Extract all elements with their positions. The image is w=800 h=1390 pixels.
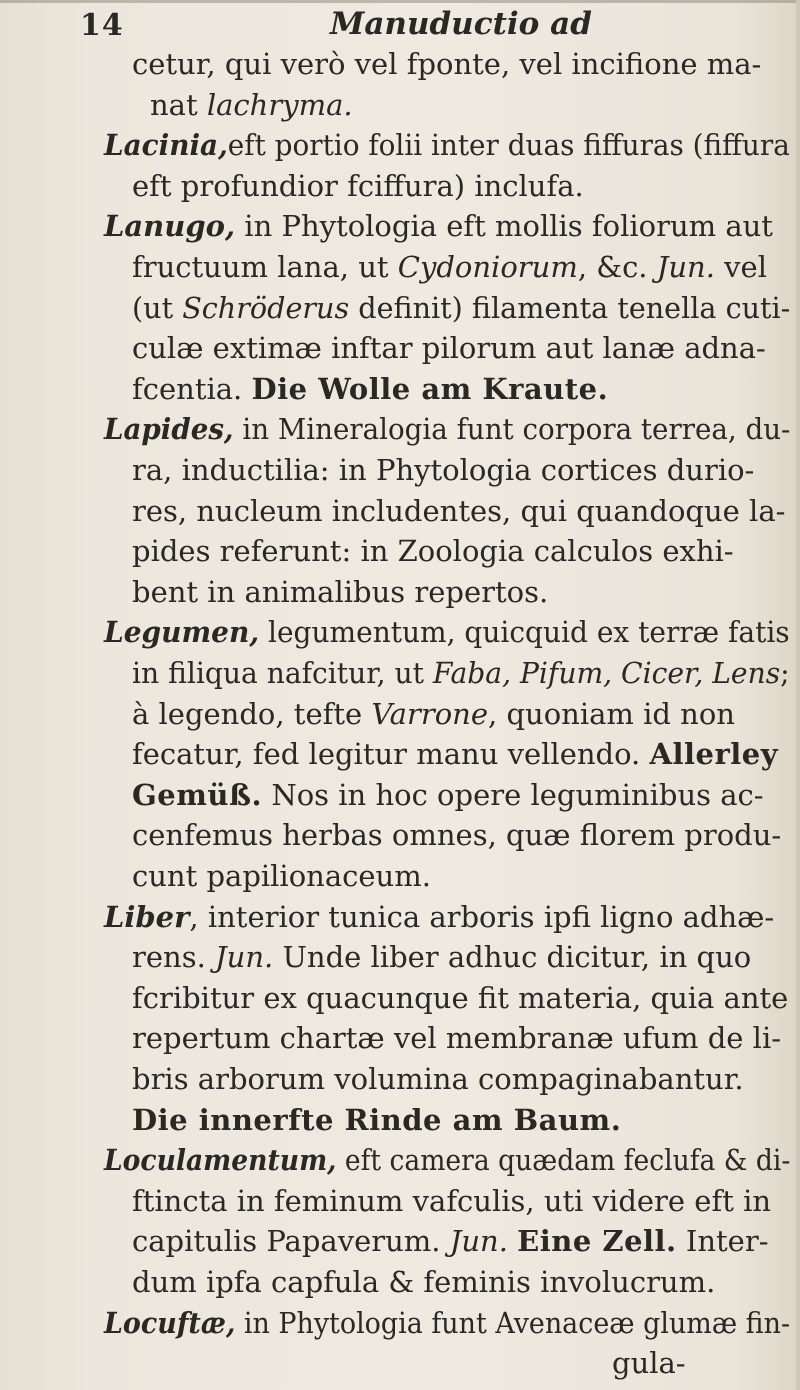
text-line: [104, 897, 774, 937]
body-text: pides referunt: in Zoologia calculos exhi-: [132, 534, 734, 569]
text-line: [132, 856, 431, 896]
body-text: legumentum, quicquid ex terræ fatis: [259, 615, 790, 650]
entry-headword: Liber: [104, 899, 190, 934]
entry-headword: Legumen,: [104, 615, 260, 650]
body-text: ;: [780, 656, 790, 690]
text-line: [132, 1100, 621, 1140]
text-line: [132, 328, 766, 368]
body-text: dum ipfa capfula & feminis involucrum.: [132, 1265, 716, 1299]
german-gloss: Eine Zell.: [517, 1224, 677, 1259]
entry-headword: Locuftæ,: [104, 1305, 236, 1340]
text-line: [132, 1181, 771, 1221]
entry-headword: Lapides,: [104, 412, 234, 447]
body-text: in Phytologia eft mollis foliorum aut: [235, 209, 773, 244]
body-text: cenfemus herbas omnes, quæ florem produ-: [132, 818, 782, 853]
body-text: fcentia.: [132, 371, 252, 406]
text-line: [132, 288, 790, 328]
italic-text: Cydoniorum: [397, 250, 578, 284]
text-line: [104, 1140, 790, 1180]
text-line: [132, 653, 790, 693]
text-line: [132, 450, 754, 490]
text-line: [132, 734, 778, 774]
body-text: definit) filamenta tenella cuti-: [349, 290, 791, 325]
text-line: [132, 1262, 715, 1302]
text-line: [104, 125, 790, 165]
body-text: Inter-: [676, 1224, 769, 1259]
text-line: [132, 247, 767, 287]
italic-text: Varrone: [371, 696, 489, 731]
text-line: [104, 409, 790, 449]
text-line: [132, 694, 735, 734]
italic-text: Schröderus: [182, 290, 350, 325]
italic-text: Jun.: [656, 250, 715, 284]
body-text: in filiqua nafcitur, ut: [132, 656, 433, 690]
top-border: [0, 0, 800, 3]
body-text: (ut: [132, 290, 183, 325]
body-text: in Mineralogia funt corpora terrea, du-: [233, 412, 791, 447]
entry-headword: Loculamentum,: [104, 1143, 337, 1178]
page-number: 14: [80, 8, 124, 43]
body-text: ra, inductilia: in Phytologia cortices durio-: [132, 453, 755, 487]
body-text: à legendo, tefte: [132, 696, 372, 731]
body-text: , interior tunica arboris ipfi ligno adhæ-: [189, 899, 775, 934]
body-text: repertum chartæ vel membranæ ufum de li-: [132, 1021, 782, 1056]
text-line: [104, 206, 773, 246]
entry-headword: Lanugo,: [104, 209, 236, 244]
body-text: bris arborum volumina compaginabantur.: [132, 1062, 744, 1096]
body-text: eft camera quædam feclufa & di-: [336, 1143, 791, 1178]
text-line: [104, 1303, 790, 1343]
text-line: [150, 85, 353, 125]
text-line: [132, 44, 761, 84]
italic-text: Jun.: [215, 940, 274, 975]
text-line: [132, 937, 751, 977]
running-title: Manuductio ad: [330, 6, 592, 42]
text-line: [132, 369, 608, 409]
body-text: fecatur, fed legitur manu vellendo.: [132, 737, 650, 772]
text-line: [132, 978, 788, 1018]
italic-text: Faba, Pifum, Cicer, Lens: [432, 656, 781, 690]
text-line: [132, 491, 785, 531]
body-text: , quoniam id non: [488, 696, 735, 731]
text-line: [132, 1059, 744, 1099]
body-text: gula-: [612, 1346, 686, 1381]
body-text: fcribitur ex quacunque fit materia, quia ante: [132, 980, 789, 1015]
text-line: [132, 1018, 781, 1058]
body-text: fructuum lana, ut: [132, 250, 398, 284]
body-text: eft portio folii inter duas fiffuras (fiffura: [227, 128, 790, 163]
german-gloss: Gemüß.: [132, 777, 263, 812]
german-gloss: Die innerfte Rinde am Baum.: [132, 1102, 622, 1137]
german-gloss: Allerley: [649, 737, 779, 772]
text-line: [612, 1343, 686, 1383]
body-text: nat: [150, 87, 207, 122]
body-text: capitulis Papaverum.: [132, 1224, 450, 1259]
body-text: eft profundior fciffura) inclufa.: [132, 168, 584, 203]
italic-text: Jun.: [449, 1224, 508, 1259]
text-line: [132, 572, 548, 612]
body-text: ftincta in feminum vafculis, uti videre eft in: [132, 1183, 772, 1218]
body-text: culæ extimæ inftar pilorum aut lanæ adna-: [132, 331, 766, 366]
text-line: [132, 815, 781, 855]
body-text: vel: [714, 250, 767, 284]
text-line: [132, 775, 764, 815]
body-text: res, nucleum includentes, qui quandoque la-: [132, 493, 786, 528]
body-text: cetur, qui verò vel fponte, vel incifione ma-: [132, 47, 762, 81]
body-text: cunt papilionaceum.: [132, 859, 431, 893]
german-gloss: Die Wolle am Kraute.: [251, 371, 609, 406]
text-line: [132, 166, 584, 206]
text-line: [132, 531, 734, 571]
body-text: Unde liber adhuc dicitur, in quo: [273, 940, 752, 975]
body-text: in Phytologia funt Avenaceæ glumæ fin-: [235, 1305, 791, 1340]
body-text: bent in animalibus repertos.: [132, 574, 549, 609]
body-text: rens.: [132, 940, 216, 975]
page-edge: [796, 0, 800, 1390]
italic-text: lachryma.: [206, 87, 353, 122]
body-text: , &c.: [577, 250, 657, 284]
body-text: [508, 1224, 517, 1258]
body-text: Nos in hoc opere leguminibus ac-: [262, 777, 764, 812]
text-line: [132, 1221, 769, 1261]
entry-headword: Lacinia,: [104, 128, 228, 163]
text-line: [104, 612, 790, 652]
